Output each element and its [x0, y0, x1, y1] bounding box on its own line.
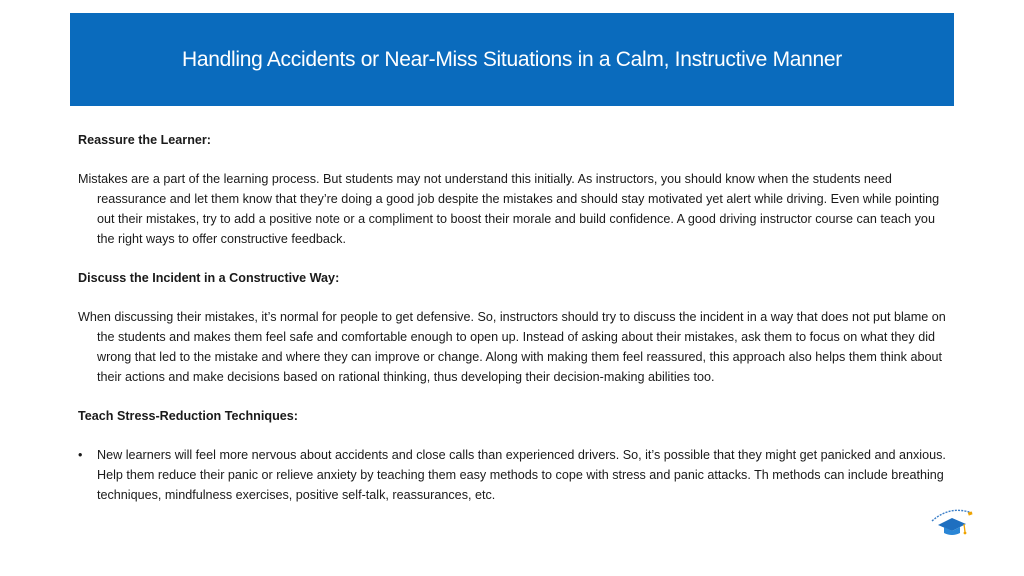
bullet-text: New learners will feel more nervous about accidents and close calls than experienced drivers. So, it’s possible that they might get panicked and anxious. Help them reduce their panic or relieve anxiety by teaching them easy methods to cope with stress and panic attacks. Th methods can include breathing techniques, mindfulness exercises, positive self-talk, reassurances, etc.: [97, 448, 946, 502]
section-heading-stress: Teach Stress-Reduction Techniques:: [78, 409, 298, 423]
graduation-cap-logo-icon: [928, 503, 976, 539]
title-banner: [70, 13, 954, 106]
bullet-marker: •: [78, 448, 83, 462]
section-body-discuss: When discussing their mistakes, it’s normal for people to get defensive. So, instructors should try to discuss the incident in a way that does not put blame on the students and makes them feel safe and comfortable enough to open up. Instead of asking about their mistakes, ask them to focus on what they did wrong that led to the mistake and where they can improve or change. Along with making them feel reassured, this approach also helps them think about their actions and make decisions based on rational thinking, thus developing their decision-making abilities too.: [78, 310, 946, 384]
bullet-item: [78, 445, 950, 505]
section-body-reassure: Mistakes are a part of the learning process. But students may not understand this initially. As instructors, you should know when the students need reassurance and let them know that they’re doing a good job despite the mistakes and should stay motivated yet alert while driving. Even while pointing out their mistakes, try to add a positive note or a compliment to boost their morale and build confidence. A good driving instructor course can teach you the right ways to offer constructive feedback.: [78, 172, 940, 246]
section-heading-discuss: Discuss the Incident in a Constructive Way:: [78, 271, 340, 285]
slide-title: Handling Accidents or Near-Miss Situations in a Calm, Instructive Manner: [181, 47, 843, 71]
section-heading-reassure: Reassure the Learner:: [78, 133, 211, 147]
slide-content: [78, 130, 950, 505]
